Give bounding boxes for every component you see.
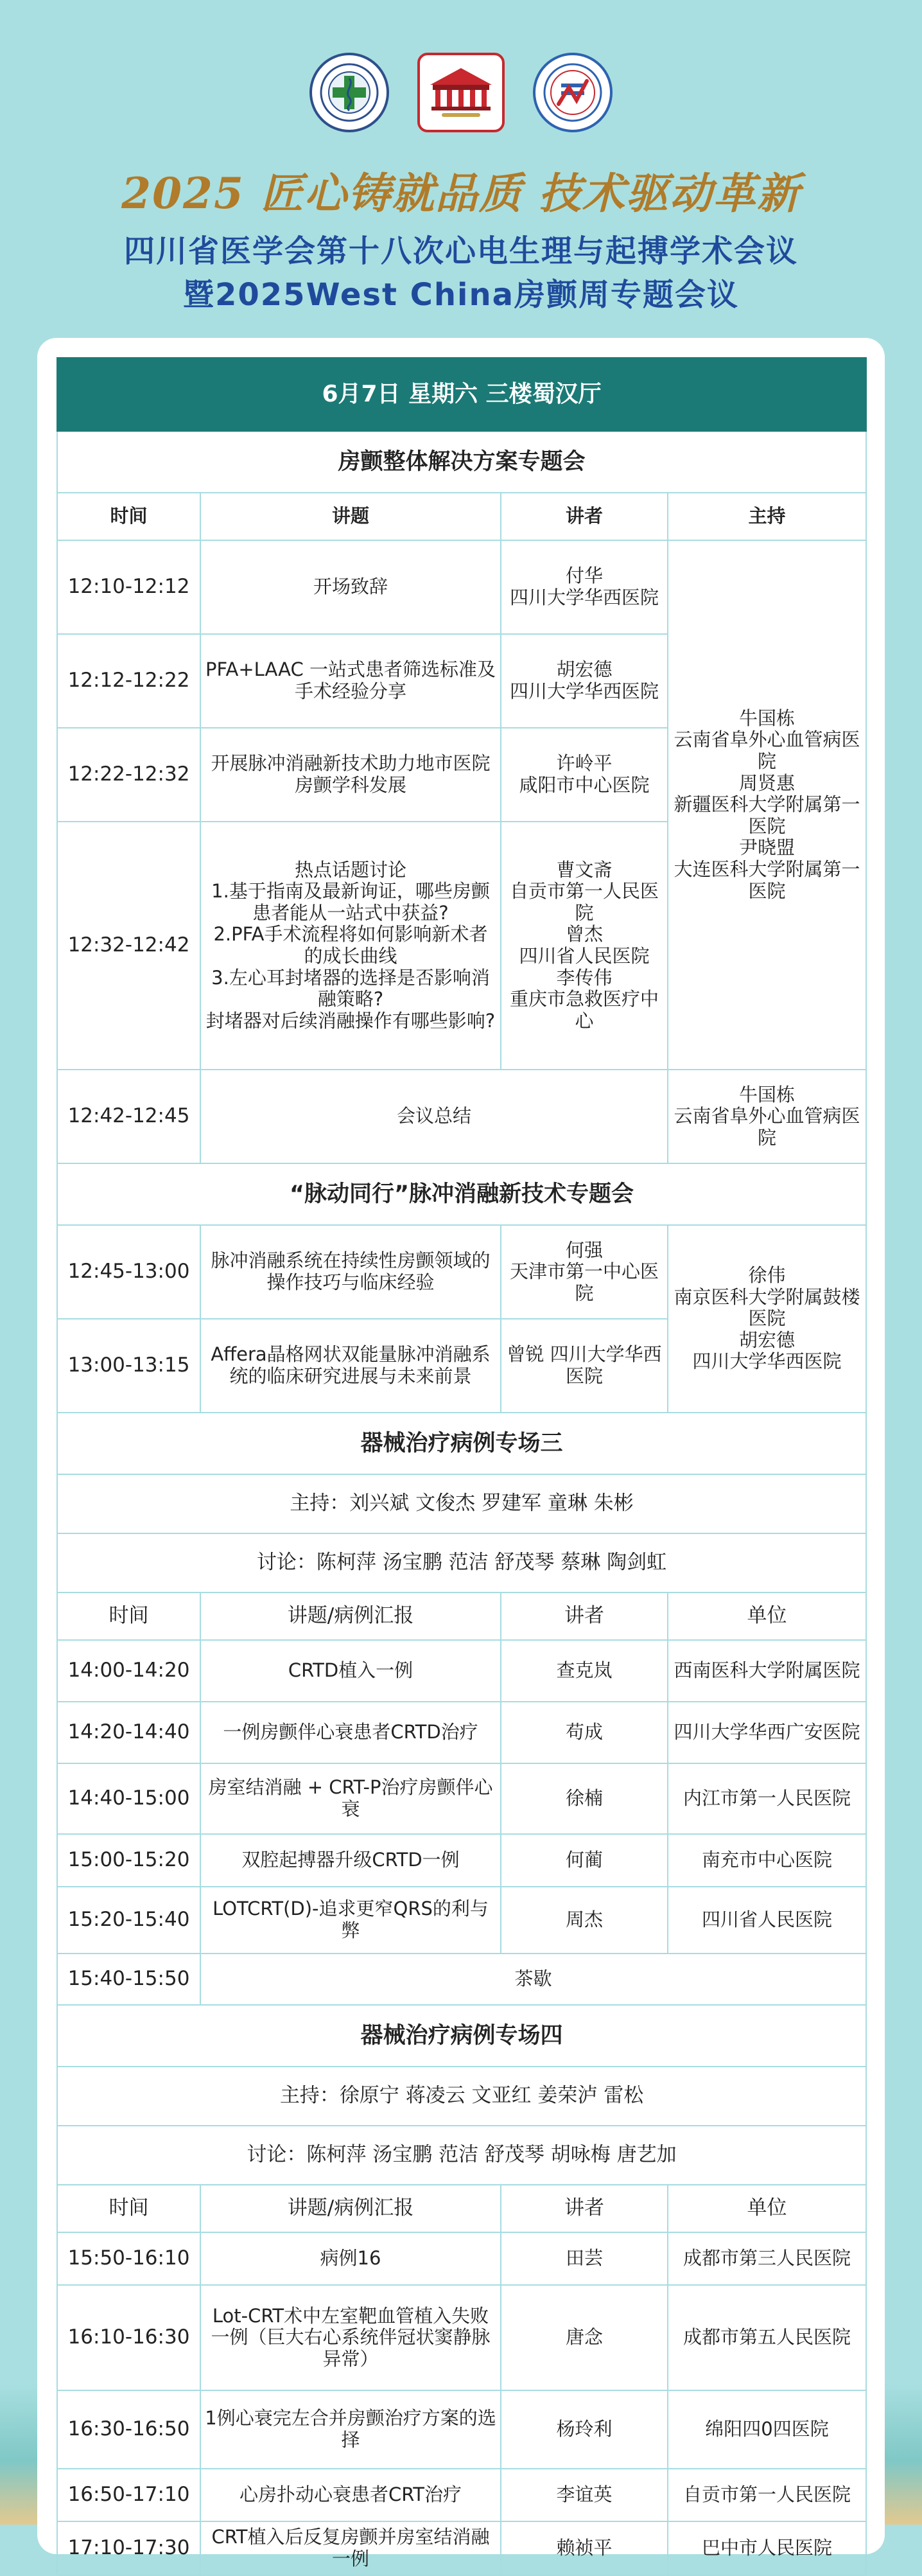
topic-cell: 开展脉冲消融新技术助力地市医院房颤学科发展 [200, 728, 501, 822]
speaker-unit: 四川大学华西医院 [509, 680, 659, 702]
logo-row [0, 53, 922, 132]
time-cell: 13:00-13:15 [57, 1319, 200, 1413]
topic-cell: 一例房颤伴心衰患者CRTD治疗 [200, 1702, 501, 1763]
column-header: 单位 [668, 2185, 866, 2232]
speaker-cell: 苟成 [501, 1702, 668, 1763]
time-cell: 16:50-17:10 [57, 2469, 200, 2521]
speaker-unit: 重庆市急救医疗中心 [509, 988, 659, 1032]
host-unit: 云南省阜外心血管病医院 [674, 728, 860, 772]
time-cell: 15:00-15:20 [57, 1834, 200, 1887]
host-name: 牛国栋 [739, 1083, 796, 1106]
topic-cell: 脉冲消融系统在持续性房颤领域的操作技巧与临床经验 [200, 1225, 501, 1319]
unit-cell: 巴中市人民医院 [668, 2521, 866, 2575]
speaker-cell [501, 1225, 668, 1319]
speaker-cell: 田芸 [501, 2232, 668, 2285]
time-cell: 14:20-14:40 [57, 1702, 200, 1763]
session-title-row [57, 1163, 866, 1225]
speaker-name: 许岭平 [556, 752, 613, 775]
column-header: 时间 [57, 2185, 200, 2232]
host-cell [668, 1225, 866, 1413]
speaker-unit: 四川省人民医院 [519, 945, 650, 967]
table-row [57, 2469, 866, 2521]
column-header: 讲题/病例汇报 [200, 2185, 501, 2232]
session-title: 器械治疗病例专场四 [57, 2005, 866, 2067]
topic-cell: 开场致辞 [200, 540, 501, 634]
session-title-row [57, 1413, 866, 1474]
time-cell: 15:40-15:50 [57, 1954, 200, 2005]
host-unit: 云南省阜外心血管病医院 [674, 1105, 860, 1149]
speaker-name: 何强 [565, 1239, 603, 1261]
speaker-unit: 天津市第一中心医院 [509, 1260, 659, 1304]
unit-cell: 西南医科大学附属医院 [668, 1640, 866, 1702]
host-name: 周贤惠 [739, 772, 796, 794]
speaker-cell: 赖祯平 [501, 2521, 668, 2575]
session-title: 器械治疗病例专场三 [57, 1413, 866, 1474]
session-title-row [57, 431, 866, 493]
column-header: 讲题 [200, 493, 501, 540]
topic-cell: LOTCRT(D)-追求更窄QRS的利与弊 [200, 1887, 501, 1954]
speaker-unit: 自贡市第一人民医院 [509, 880, 659, 924]
topic-line: 3.左心耳封堵器的选择是否影响消融策略? [211, 966, 490, 1010]
column-header: 单位 [668, 1592, 866, 1640]
speaker-cell [501, 634, 668, 728]
discussion-line: 讨论：陈柯萍 汤宝鹏 范洁 舒茂琴 蔡琳 陶剑虹 [57, 1533, 866, 1592]
topic-cell [200, 822, 501, 1070]
host-unit: 四川大学华西医院 [692, 1350, 842, 1373]
time-cell: 14:00-14:20 [57, 1640, 200, 1702]
speaker-name: 付华 [565, 565, 603, 587]
table-row [57, 1887, 866, 1954]
topic-cell: PFA+LAAC 一站式患者筛选标准及手术经验分享 [200, 634, 501, 728]
schedule-table [57, 357, 867, 2576]
topic-line: 封堵器对后续消融操作有哪些影响? [205, 1009, 496, 1032]
time-cell: 12:45-13:00 [57, 1225, 200, 1319]
unit-cell: 内江市第一人民医院 [668, 1763, 866, 1834]
speaker-cell: 查克岚 [501, 1640, 668, 1702]
break-cell: 茶歇 [200, 1954, 866, 2005]
table-row [57, 2390, 866, 2469]
topic-cell: 房室结消融 + CRT-P治疗房颤伴心衰 [200, 1763, 501, 1834]
time-cell: 15:50-16:10 [57, 2232, 200, 2285]
speaker-name: 李传伟 [556, 966, 613, 989]
table-row [57, 1954, 866, 2005]
speaker-cell: 杨玲利 [501, 2390, 668, 2469]
column-header: 讲者 [501, 493, 668, 540]
table-row [57, 540, 866, 634]
table-row [57, 1702, 866, 1763]
speaker-name: 曾杰 [565, 923, 603, 946]
speaker-cell: 何蔺 [501, 1834, 668, 1887]
column-header: 时间 [57, 1592, 200, 1640]
time-cell: 12:42-12:45 [57, 1070, 200, 1163]
host-name: 牛国栋 [739, 707, 796, 729]
topic-cell: Lot-CRT术中左室靶血管植入失败一例（巨大右心系统伴冠状窦静脉异常） [200, 2285, 501, 2390]
host-name: 尹晓盟 [739, 836, 796, 859]
unit-cell: 成都市第三人民医院 [668, 2232, 866, 2285]
unit-cell: 四川省人民医院 [668, 1887, 866, 1954]
unit-cell: 成都市第五人民医院 [668, 2285, 866, 2390]
table-row [57, 1225, 866, 1319]
speaker-cell: 周杰 [501, 1887, 668, 1954]
discussion-line: 讨论：陈柯萍 汤宝鹏 范洁 舒茂琴 胡咏梅 唐艺加 [57, 2126, 866, 2185]
speaker-name: 曹文斋 [556, 858, 613, 881]
column-header: 讲题/病例汇报 [200, 1592, 501, 1640]
unit-cell: 南充市中心医院 [668, 1834, 866, 1887]
session-title: “脉动同行”脉冲消融新技术专题会 [57, 1163, 866, 1225]
host-line-row [57, 2067, 866, 2126]
table-row [57, 2232, 866, 2285]
column-header: 讲者 [501, 1592, 668, 1640]
topic-cell: Affera晶格网状双能量脉冲消融系统的临床研究进展与未来前景 [200, 1319, 501, 1413]
speaker-cell [501, 822, 668, 1070]
conference-subtitle: 暨2025West China房颤周专题会议 [182, 277, 740, 313]
heart-center-logo [533, 53, 613, 132]
conference-title: 四川省医学会第十八次心电生理与起搏学术会议 [123, 233, 798, 269]
time-cell: 16:10-16:30 [57, 2285, 200, 2390]
sichuan-medical-association-logo [309, 53, 389, 132]
host-name: 徐伟 [748, 1264, 786, 1286]
table-row [57, 1070, 866, 1163]
topic-cell: CRTD植入一例 [200, 1640, 501, 1702]
speaker-cell [501, 540, 668, 634]
speaker-cell: 唐念 [501, 2285, 668, 2390]
time-cell: 14:40-15:00 [57, 1763, 200, 1834]
table-header-row [57, 493, 866, 540]
conference-slogan: 2025 匠心铸就品质 技术驱动革新 [121, 168, 801, 218]
table-header-row [57, 1592, 866, 1640]
host-name: 胡宏德 [739, 1328, 796, 1351]
topic-cell: 会议总结 [200, 1070, 668, 1163]
time-cell: 12:12-12:22 [57, 634, 200, 728]
column-header: 主持 [668, 493, 866, 540]
topic-cell: 心房扑动心衰患者CRT治疗 [200, 2469, 501, 2521]
host-unit: 大连医科大学附属第一医院 [674, 858, 860, 902]
time-cell: 12:10-12:12 [57, 540, 200, 634]
topic-cell: 病例16 [200, 2232, 501, 2285]
host-cell [668, 1070, 866, 1163]
time-cell: 16:30-16:50 [57, 2390, 200, 2469]
speaker-cell: 曾锐 四川大学华西医院 [501, 1319, 668, 1413]
host-line: 主持：刘兴斌 文俊杰 罗建军 童琳 朱彬 [57, 1474, 866, 1533]
table-row [57, 2521, 866, 2575]
unit-cell: 绵阳四0四医院 [668, 2390, 866, 2469]
unit-cell: 自贡市第一人民医院 [668, 2469, 866, 2521]
session-title-row [57, 2005, 866, 2067]
topic-cell: CRT植入后反复房颤并房室结消融一例 [200, 2521, 501, 2575]
topic-line: 1.基于指南及最新询证，哪些房颤患者能从一站式中获益? [211, 880, 490, 924]
speaker-unit: 四川大学华西医院 [509, 587, 659, 608]
table-row [57, 1640, 866, 1702]
page-header [0, 0, 922, 340]
speaker-cell: 李谊英 [501, 2469, 668, 2521]
host-line-row [57, 1474, 866, 1533]
west-china-hospital-logo [417, 53, 505, 132]
topic-cell: 1例心衰完左合并房颤治疗方案的选择 [200, 2390, 501, 2469]
host-cell [668, 540, 866, 1070]
time-cell: 17:10-17:30 [57, 2521, 200, 2575]
time-cell: 12:32-12:42 [57, 822, 200, 1070]
day-header: 6月7日 星期六 三楼蜀汉厅 [57, 358, 866, 431]
table-header-row [57, 2185, 866, 2232]
topic-line: 热点话题讨论 [294, 858, 406, 881]
discussion-line-row [57, 1533, 866, 1592]
topic-cell: 双腔起搏器升级CRTD一例 [200, 1834, 501, 1887]
day-header-row [57, 358, 866, 431]
host-line: 主持：徐原宁 蒋凌云 文亚红 姜荣泸 雷松 [57, 2067, 866, 2126]
host-unit: 南京医科大学附属鼓楼医院 [674, 1285, 860, 1330]
time-cell: 15:20-15:40 [57, 1887, 200, 1954]
column-header: 讲者 [501, 2185, 668, 2232]
table-row [57, 1763, 866, 1834]
speaker-name: 胡宏德 [556, 658, 613, 681]
table-row [57, 2285, 866, 2390]
time-cell: 12:22-12:32 [57, 728, 200, 822]
discussion-line-row [57, 2126, 866, 2185]
speaker-cell [501, 728, 668, 822]
host-unit: 新疆医科大学附属第一医院 [674, 793, 860, 837]
column-header: 时间 [57, 493, 200, 540]
session-title: 房颤整体解决方案专题会 [57, 431, 866, 493]
speaker-unit: 咸阳市中心医院 [519, 774, 650, 796]
topic-line: 2.PFA手术流程将如何影响新术者的成长曲线 [213, 923, 488, 967]
speaker-cell: 徐楠 [501, 1763, 668, 1834]
unit-cell: 四川大学华西广安医院 [668, 1702, 866, 1763]
table-row [57, 1834, 866, 1887]
